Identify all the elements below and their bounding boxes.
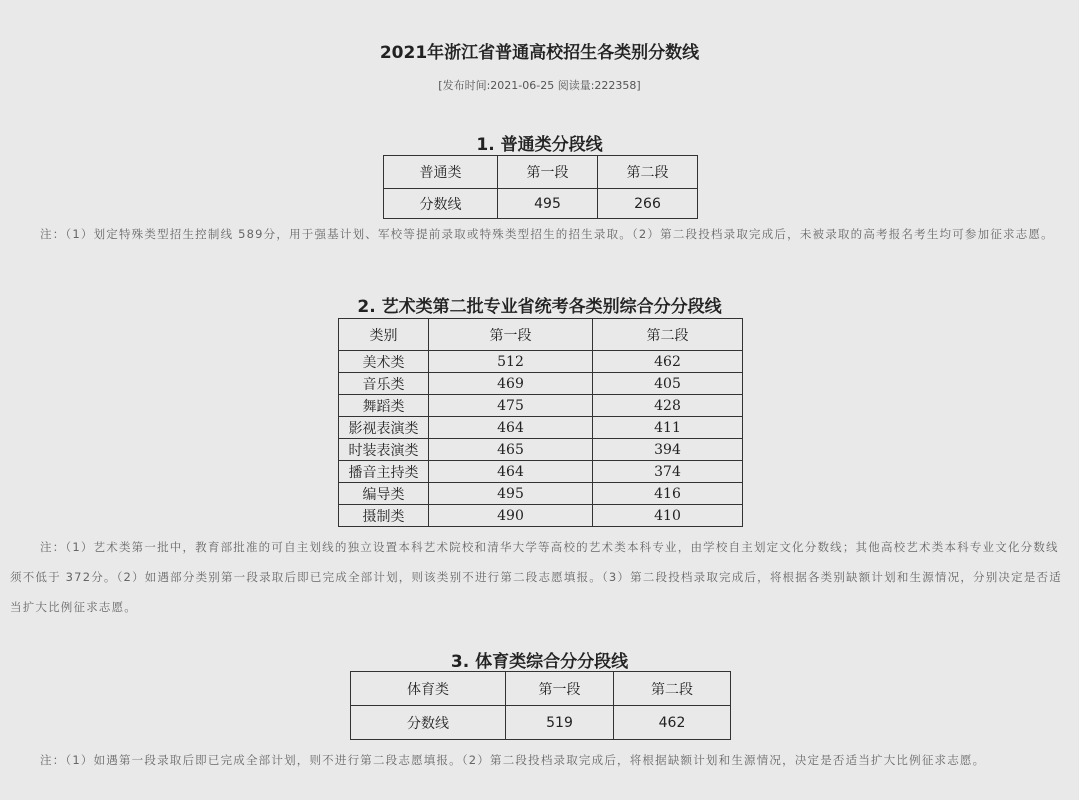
header-cell: 第二段 xyxy=(593,319,743,351)
category-cell: 美术类 xyxy=(339,351,429,373)
row-label: 分数线 xyxy=(351,706,506,740)
table-row xyxy=(339,483,743,505)
score-cell: 490 xyxy=(429,505,593,527)
score-cell: 465 xyxy=(429,439,593,461)
header-cell: 类别 xyxy=(339,319,429,351)
header-cell: 第一段 xyxy=(498,156,598,189)
page-title: 2021年浙江省普通高校招生各类别分数线 xyxy=(379,43,700,63)
general-table xyxy=(383,155,698,219)
header-cell: 第一段 xyxy=(506,672,614,706)
score-cell: 475 xyxy=(429,395,593,417)
score-cell: 519 xyxy=(506,706,614,740)
score-cell: 495 xyxy=(429,483,593,505)
table-row xyxy=(339,461,743,483)
category-cell: 音乐类 xyxy=(339,373,429,395)
score-cell: 411 xyxy=(593,417,743,439)
table-row xyxy=(339,395,743,417)
table-row xyxy=(339,505,743,527)
table-row xyxy=(339,439,743,461)
score-cell: 464 xyxy=(429,461,593,483)
table-row xyxy=(339,351,743,373)
score-cell: 394 xyxy=(593,439,743,461)
art-table xyxy=(338,318,743,527)
section-2-note: 注：（1）艺术类第一批中，教育部批准的可自主划线的独立设置本科艺术院校和清华大学等高校的艺术类本科专业，由学校自主划定文化分数线；其他高校艺术类本科专业文化分数线须不低于 372分。（2）如遇部分类别第一段录取后即已完成全部计划，则该类别不进行第二段志愿填报。（3）第二段投档录取完成后，将根据各类别缺额计划和生源情况，分别决定是否适当扩大比例征求志愿。 xyxy=(10,540,1062,614)
category-cell: 舞蹈类 xyxy=(339,395,429,417)
score-cell: 266 xyxy=(598,189,698,219)
category-cell: 摄制类 xyxy=(339,505,429,527)
score-cell: 462 xyxy=(614,706,731,740)
category-cell: 播音主持类 xyxy=(339,461,429,483)
category-cell: 时装表演类 xyxy=(339,439,429,461)
header-cell: 普通类 xyxy=(384,156,498,189)
section-2-heading: 2. 艺术类第二批专业省统考各类别综合分分段线 xyxy=(357,297,722,317)
table-row xyxy=(339,373,743,395)
header-cell: 体育类 xyxy=(351,672,506,706)
row-label: 分数线 xyxy=(384,189,498,219)
score-cell: 374 xyxy=(593,461,743,483)
table-row xyxy=(339,417,743,439)
score-cell: 405 xyxy=(593,373,743,395)
score-cell: 428 xyxy=(593,395,743,417)
header-cell: 第二段 xyxy=(614,672,731,706)
section-3-heading: 3. 体育类综合分分段线 xyxy=(450,652,629,672)
score-cell: 462 xyxy=(593,351,743,373)
score-cell: 464 xyxy=(429,417,593,439)
section-1-heading: 1. 普通类分段线 xyxy=(476,135,603,155)
category-cell: 影视表演类 xyxy=(339,417,429,439)
header-cell: 第一段 xyxy=(429,319,593,351)
publish-meta: [发布时间:2021-06-25 阅读量:222358] xyxy=(438,79,641,92)
score-cell: 495 xyxy=(498,189,598,219)
score-cell: 410 xyxy=(593,505,743,527)
category-cell: 编导类 xyxy=(339,483,429,505)
section-3-note: 注：（1）如遇第一段录取后即已完成全部计划，则不进行第二段志愿填报。（2）第二段投档录取完成后，将根据缺额计划和生源情况，决定是否适当扩大比例征求志愿。 xyxy=(40,753,986,767)
section-1-note: 注：（1）划定特殊类型招生控制线 589分，用于强基计划、军校等提前录取或特殊类型招生的招生录取。（2）第二段投档录取完成后，未被录取的高考报名考生均可参加征求志愿。 xyxy=(40,227,1054,241)
score-cell: 416 xyxy=(593,483,743,505)
score-cell: 469 xyxy=(429,373,593,395)
header-cell: 第二段 xyxy=(598,156,698,189)
sports-table xyxy=(350,671,731,740)
score-cell: 512 xyxy=(429,351,593,373)
